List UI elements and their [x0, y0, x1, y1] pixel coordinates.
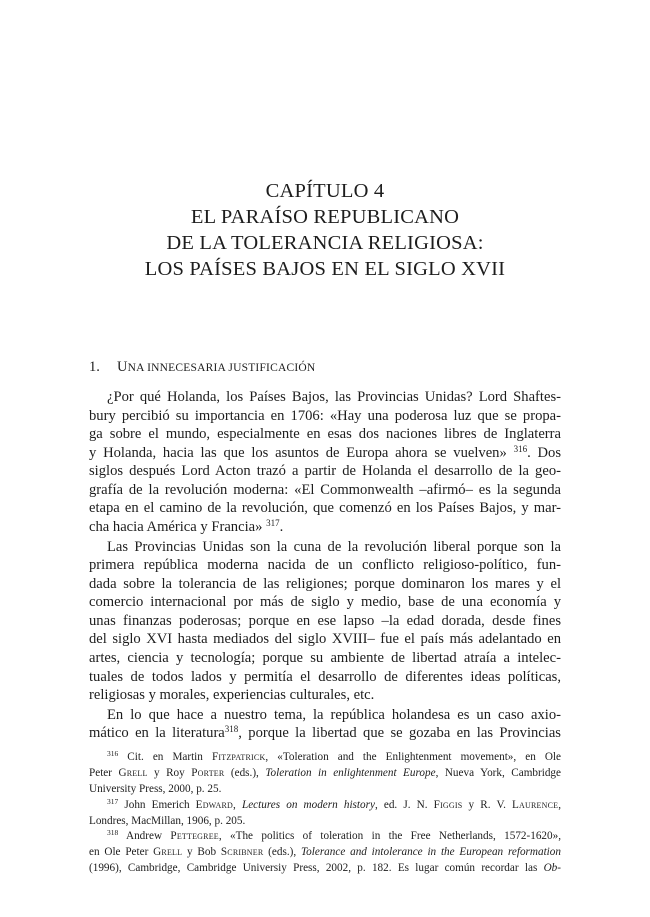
text-run: Cit. en Martin	[118, 751, 212, 763]
text-line	[89, 481, 561, 500]
text-run: y R. V.	[462, 798, 513, 811]
text-line	[89, 668, 561, 687]
italic-title: Lectures on modern history	[241, 798, 375, 811]
text-line	[89, 538, 561, 557]
footnote-line	[89, 829, 561, 845]
footnote-line	[89, 861, 561, 877]
author-surname: Figgis	[433, 798, 463, 811]
text-run: religiosas y morales, experiencias culturales, etc.	[89, 687, 375, 704]
text-run: etapa en el camino de la revolución, que comenzó en los Países Bajos, y mar-	[89, 500, 561, 517]
text-run: (eds.),	[224, 766, 266, 779]
text-run: unas finanzas poderosas; porque en ese lapso –la edad dorada, desde fines	[89, 612, 561, 629]
text-run: dada sobre la tolerancia de las religiones; porque dominaron los mares y el	[89, 575, 561, 592]
text-line	[89, 462, 561, 481]
paragraph	[89, 706, 561, 743]
footnote	[89, 750, 561, 798]
author-surname: Edward	[195, 798, 234, 811]
text-line	[89, 706, 561, 725]
text-run: siglos después Lord Acton trazó a partir de Holanda el desarrollo de la geo-	[89, 463, 561, 480]
footnote-line	[89, 750, 561, 766]
italic-title: Ob-	[543, 862, 561, 875]
footnote-line	[89, 845, 561, 861]
text-line	[89, 593, 561, 612]
section-number: 1.	[89, 359, 100, 375]
footnote-line	[89, 782, 561, 798]
author-surname: Grell	[118, 766, 148, 779]
text-line	[89, 724, 561, 743]
body-text	[89, 388, 561, 744]
text-run: ga sobre el mundo, especialmente en esas dos naciones libres de Inglaterra	[89, 426, 561, 443]
text-run: Peter	[89, 766, 119, 779]
text-line	[89, 612, 561, 631]
author-surname: Fitzpatrick	[211, 751, 266, 763]
author-surname: Porter	[191, 766, 225, 779]
text-run: y Bob	[182, 846, 221, 859]
section-title	[117, 359, 316, 375]
text-line	[89, 388, 561, 407]
footnote-line	[89, 766, 561, 782]
text-run: en Ole Peter	[89, 846, 154, 859]
chapter-title-line-2: DE LA TOLERANCIA RELIGIOSA:	[166, 232, 484, 254]
text-line	[89, 425, 561, 444]
text-run: y Holanda, hacia las que los asuntos de Europa ahora se vuelven»	[89, 444, 514, 461]
author-surname: Scribner	[220, 846, 264, 859]
text-line	[89, 686, 561, 705]
text-run: En lo que hace a nuestro tema, la república holandesa es un caso axio-	[107, 706, 561, 723]
footnote-number: 318	[107, 828, 119, 838]
section-title-initial: U	[117, 359, 128, 375]
footnote	[89, 829, 561, 877]
text-run: Las Provincias Unidas son la cuna de la revolución liberal porque son la	[107, 538, 561, 555]
chapter-title-line-1: EL PARAÍSO REPUBLICANO	[190, 206, 460, 228]
footnote-number: 316	[107, 749, 119, 758]
text-line	[89, 649, 561, 668]
chapter-number: CAPÍTULO 4	[265, 180, 385, 202]
text-run: primera república moderna nacida de un conflicto religioso-político, fun-	[89, 557, 561, 574]
text-run: , porque la libertad que se gozaba en las Provincias	[238, 725, 561, 742]
text-run: tuales de todos lados y permitía el desarrollo de diferentes ideas políticas,	[89, 668, 561, 685]
text-run: Londres, MacMillan, 1906, p. 205.	[89, 814, 246, 827]
text-line	[89, 444, 561, 463]
text-run: ¿Por qué Holanda, los Países Bajos, las Provincias Unidas? Lord Shaftes-	[107, 389, 561, 405]
text-line	[89, 575, 561, 594]
text-run: cha hacia América y Francia»	[89, 518, 267, 535]
text-run: , «Toleration and the Enlightenment movement», en Ole	[265, 751, 562, 763]
text-run: comercio internacional por más de siglo y medio, base de una economía y	[89, 594, 561, 611]
author-surname: Pettegree	[170, 830, 219, 843]
paragraph	[89, 538, 561, 705]
text-run: y Roy	[147, 766, 192, 779]
footnote-reference: 316	[513, 443, 528, 454]
text-run: mático en la literatura	[89, 725, 225, 742]
text-run: artes, ciencia y tecnología; porque su ambiente de libertad atraía a intelec-	[89, 649, 561, 666]
footnote-reference: 318	[224, 724, 239, 735]
paragraph	[89, 388, 561, 536]
text-line	[89, 407, 561, 426]
text-run: (1996), Cambridge, Cambridge Universiy Press, 2002, p. 182. Es lugar común recordar las	[89, 862, 544, 875]
text-run: . Dos	[527, 444, 562, 461]
footnotes	[89, 750, 561, 877]
chapter-title-line-3: LOS PAÍSES BAJOS EN EL SIGLO XVII	[144, 258, 506, 280]
text-run: ,	[233, 798, 242, 811]
text-run: John Emerich	[118, 798, 196, 811]
author-surname: Laurence	[512, 798, 559, 811]
footnote-line	[89, 798, 561, 814]
text-run: , Nueva York, Cambridge	[435, 766, 561, 779]
text-run: (eds.),	[263, 846, 301, 859]
text-line	[89, 518, 561, 537]
text-line	[89, 499, 561, 518]
text-run: grafía de la revolución moderna: «El Commonwealth –afirmó– es la segunda	[89, 481, 561, 498]
text-run: Andrew	[118, 830, 171, 843]
text-run: .	[279, 518, 284, 535]
text-line	[89, 556, 561, 575]
section-title-rest: NA INNECESARIA JUSTIFICACIÓN	[127, 362, 316, 374]
footnote-separator	[89, 739, 561, 740]
author-surname: Grell	[153, 846, 183, 859]
footnote	[89, 798, 561, 830]
italic-title: Tolerance and intolerance in the European reformation	[300, 846, 561, 859]
footnote-line	[89, 814, 561, 830]
chapter-heading	[0, 178, 650, 282]
text-run: ,	[558, 798, 562, 811]
text-line	[89, 630, 561, 649]
footnote-reference: 317	[266, 517, 280, 528]
text-run: University Press, 2000, p. 25.	[89, 782, 222, 795]
text-run: , «The politics of toleration in the Free Netherlands, 1572-1620»,	[218, 830, 561, 843]
text-run: , ed. J. N.	[374, 798, 434, 811]
text-run: del siglo XVI hasta mediados del siglo XVIII– fue el país más adelantado en	[89, 631, 561, 648]
italic-title: Toleration in enlightenment Europe	[265, 766, 436, 779]
section-heading	[89, 359, 315, 376]
text-run: bury percibió su importancia en 1706: «Hay una poderosa luz que se propa-	[89, 407, 561, 424]
footnote-number: 317	[107, 796, 119, 806]
